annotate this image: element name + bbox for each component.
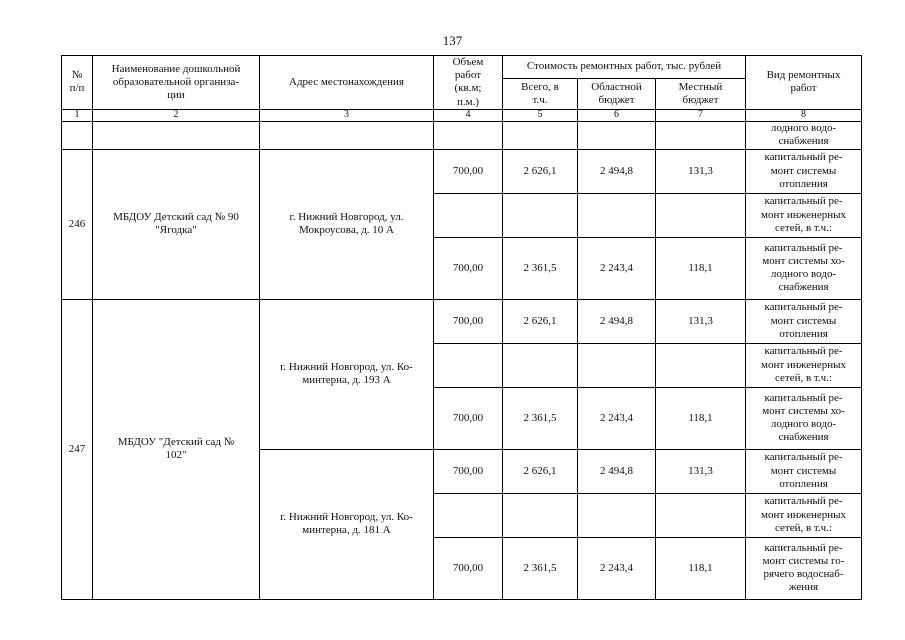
cell-total: 2 626,1 xyxy=(503,299,578,343)
cell-regional: 2 494,8 xyxy=(578,299,656,343)
cell-work-type: капитальный ре- монт системы отопления xyxy=(746,149,862,193)
column-number: 3 xyxy=(260,109,434,121)
cell-total xyxy=(503,193,578,237)
page-number: 137 xyxy=(442,33,463,48)
cell-volume: 700,00 xyxy=(434,299,503,343)
cell-total: 2 626,1 xyxy=(503,449,578,493)
cell-work-type: капитальный ре- монт системы го- рячего водоснаб- жения xyxy=(746,537,862,599)
cell-number: 247 xyxy=(62,299,93,599)
table-row xyxy=(62,299,862,343)
cell-work-type: капитальный ре- монт инженерных сетей, в т.ч.: xyxy=(746,343,862,387)
cell-work-type: капитальный ре- монт системы хо- лодного водо- снабжения xyxy=(746,387,862,449)
table-row xyxy=(62,149,862,193)
cell-regional xyxy=(578,343,656,387)
column-number: 2 xyxy=(93,109,260,121)
cell-local xyxy=(656,493,746,537)
cell-work-type: лодного водо- снабжения xyxy=(746,121,862,149)
cell-total: 2 361,5 xyxy=(503,387,578,449)
cell-empty xyxy=(578,121,656,149)
cell-volume: 700,00 xyxy=(434,537,503,599)
cell-number: 246 xyxy=(62,149,93,299)
header-volume: Объем работ (кв.м; п.м.) xyxy=(434,56,503,110)
cell-local: 118,1 xyxy=(656,387,746,449)
cell-regional: 2 494,8 xyxy=(578,449,656,493)
cell-work-type: капитальный ре- монт инженерных сетей, в т.ч.: xyxy=(746,193,862,237)
header-name: Наименование дошкольной образовательной организа- ции xyxy=(93,56,260,110)
header-work-type: Вид ремонтных работ xyxy=(746,56,862,110)
cell-local: 131,3 xyxy=(656,449,746,493)
cell-work-type: капитальный ре- монт системы отопления xyxy=(746,299,862,343)
column-number: 6 xyxy=(578,109,656,121)
header-address: Адрес местонахождения xyxy=(260,56,434,110)
cell-empty xyxy=(260,121,434,149)
header-num: № п/п xyxy=(62,56,93,110)
cell-total xyxy=(503,343,578,387)
cell-empty xyxy=(503,121,578,149)
column-number: 4 xyxy=(434,109,503,121)
continuation-row xyxy=(62,121,862,149)
cell-empty xyxy=(656,121,746,149)
cell-org-name: МБДОУ "Детский сад № 102" xyxy=(93,299,260,599)
cell-volume xyxy=(434,343,503,387)
cell-local: 131,3 xyxy=(656,149,746,193)
cell-address: г. Нижний Новгород, ул. Ко- минтерна, д. 193 А xyxy=(260,299,434,449)
header-regional: Областной бюджет xyxy=(578,79,656,110)
header-cost-group: Стоимость ремонтных работ, тыс. рублей xyxy=(503,56,746,79)
column-number: 5 xyxy=(503,109,578,121)
cell-org-name: МБДОУ Детский сад № 90 "Ягодка" xyxy=(93,149,260,299)
header-local: Местный бюджет xyxy=(656,79,746,110)
column-number: 7 xyxy=(656,109,746,121)
repair-works-table xyxy=(61,55,862,600)
cell-empty xyxy=(62,121,93,149)
cell-empty xyxy=(93,121,260,149)
cell-local xyxy=(656,193,746,237)
cell-volume: 700,00 xyxy=(434,449,503,493)
cell-total: 2 626,1 xyxy=(503,149,578,193)
column-number: 1 xyxy=(62,109,93,121)
cell-total xyxy=(503,493,578,537)
header-total: Всего, в т.ч. xyxy=(503,79,578,110)
cell-local: 118,1 xyxy=(656,237,746,299)
cell-total: 2 361,5 xyxy=(503,237,578,299)
cell-volume xyxy=(434,493,503,537)
cell-address: г. Нижний Новгород, ул. Мокроусова, д. 10 А xyxy=(260,149,434,299)
cell-total: 2 361,5 xyxy=(503,537,578,599)
cell-local: 131,3 xyxy=(656,299,746,343)
cell-regional: 2 494,8 xyxy=(578,149,656,193)
cell-volume: 700,00 xyxy=(434,237,503,299)
cell-work-type: капитальный ре- монт инженерных сетей, в т.ч.: xyxy=(746,493,862,537)
cell-work-type: капитальный ре- монт системы хо- лодного водо- снабжения xyxy=(746,237,862,299)
column-number: 8 xyxy=(746,109,862,121)
cell-local xyxy=(656,343,746,387)
cell-regional xyxy=(578,493,656,537)
cell-regional: 2 243,4 xyxy=(578,387,656,449)
cell-empty xyxy=(434,121,503,149)
cell-regional: 2 243,4 xyxy=(578,237,656,299)
cell-local: 118,1 xyxy=(656,537,746,599)
cell-volume: 700,00 xyxy=(434,149,503,193)
cell-regional: 2 243,4 xyxy=(578,537,656,599)
cell-volume: 700,00 xyxy=(434,387,503,449)
cell-regional xyxy=(578,193,656,237)
cell-work-type: капитальный ре- монт системы отопления xyxy=(746,449,862,493)
cell-address: г. Нижний Новгород, ул. Ко- минтерна, д. 181 А xyxy=(260,449,434,599)
cell-volume xyxy=(434,193,503,237)
